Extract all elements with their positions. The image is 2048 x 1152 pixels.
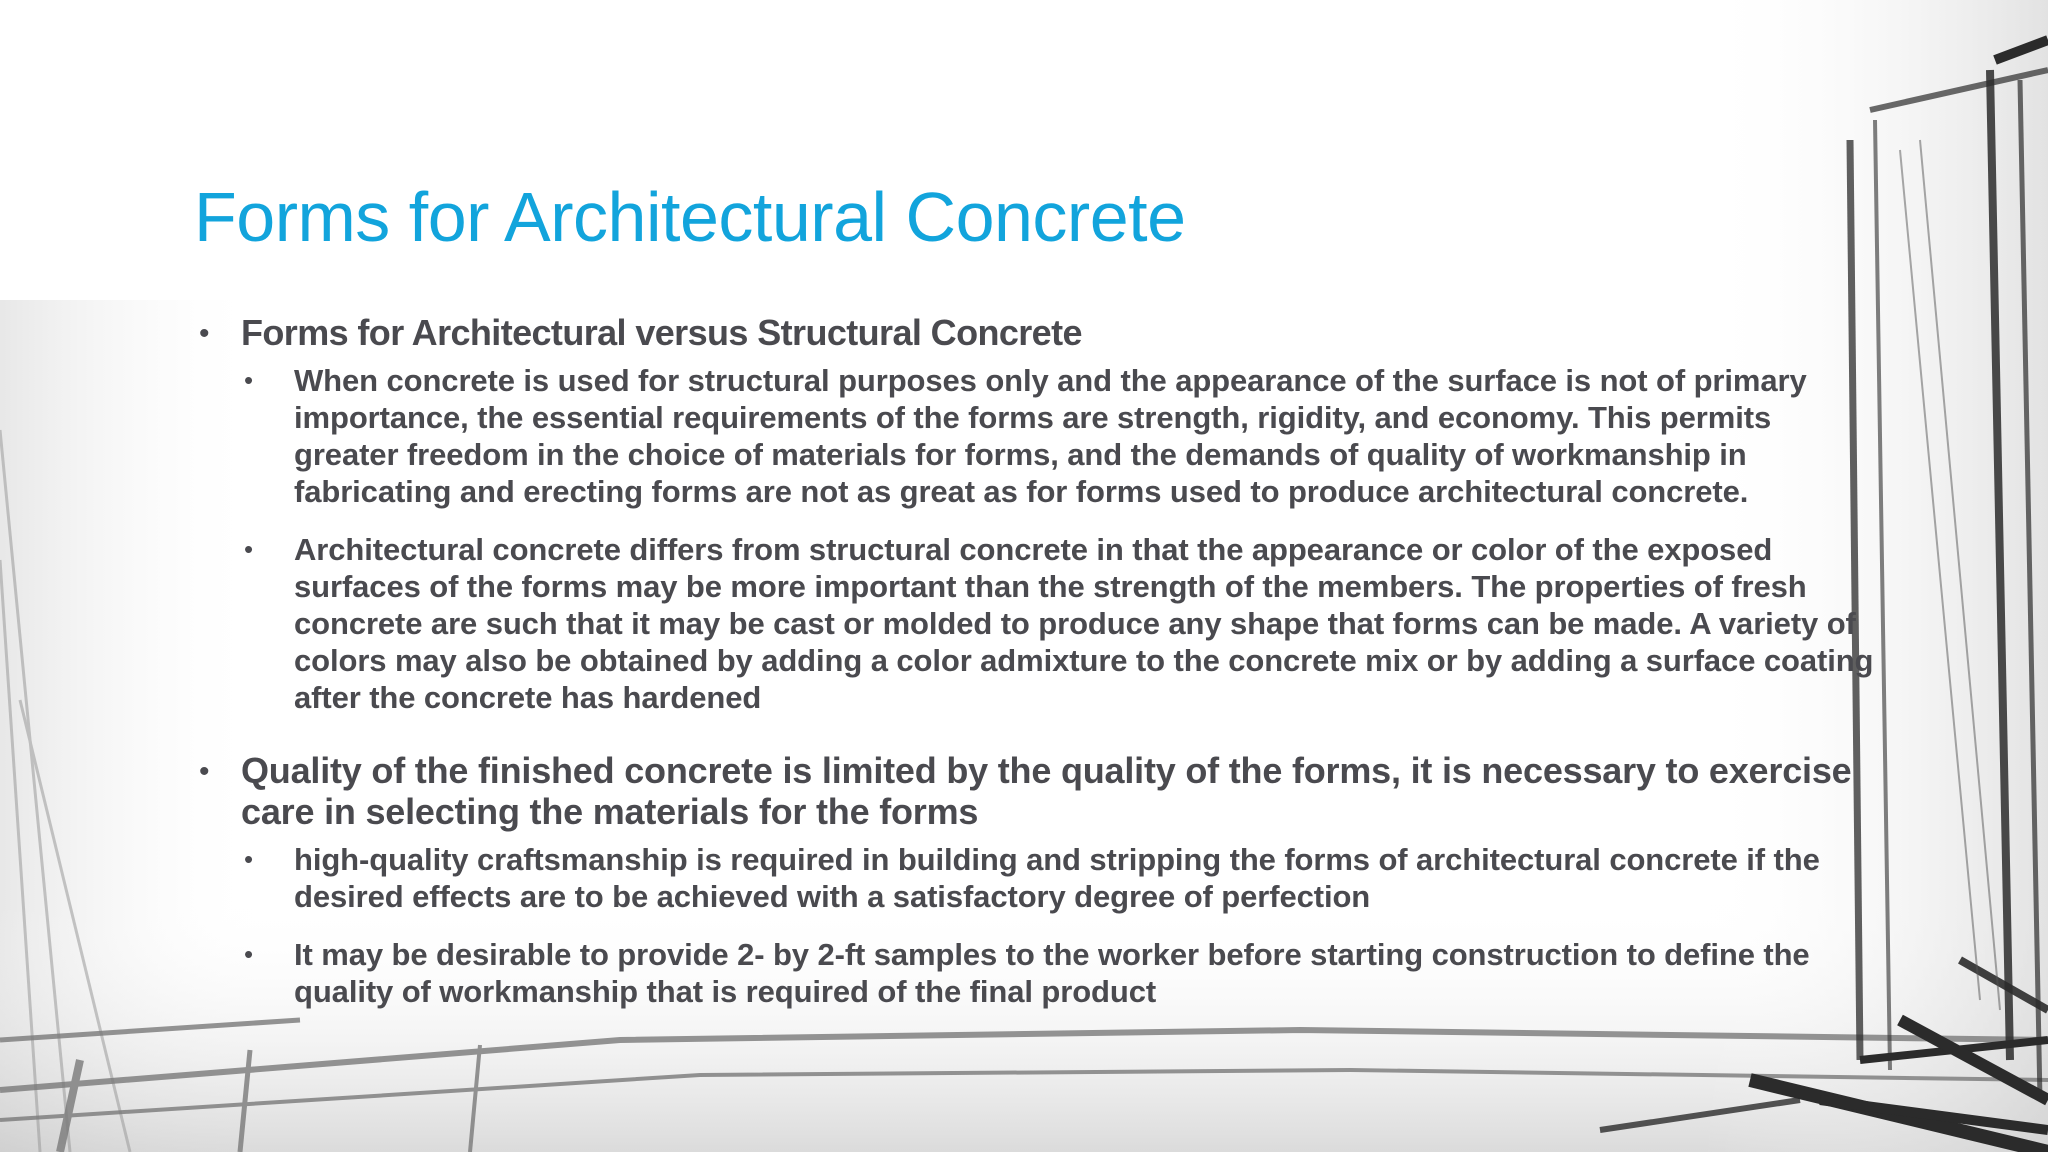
sub-bullet-item xyxy=(241,362,1874,510)
bullet-list xyxy=(194,308,1874,1010)
bullet-dot-icon: • xyxy=(199,317,210,350)
sub-bullet-list xyxy=(241,362,1874,716)
bullet-item xyxy=(194,308,1874,716)
bullet-dot-icon: • xyxy=(199,755,210,788)
sub-bullet-text: When concrete is used for structural purposes only and the appearance of the surface is not of primary importance, the essential requirements of the forms are strength, rigidity, and economy. This permits greater freedom in the choice of materials for forms, and the demands of quality of workmanship in fabricating and erecting forms are not as great as for forms used to produce architectural concrete. xyxy=(294,363,1807,509)
sub-bullet-list xyxy=(241,841,1874,1010)
bullet-text: Forms for Architectural versus Structural Concrete xyxy=(241,312,1082,353)
bullet-text: Quality of the finished concrete is limited by the quality of the forms, it is necessary to exercise care in selecting the materials for the forms xyxy=(241,750,1852,832)
bullet-dot-icon: • xyxy=(244,844,254,874)
sub-bullet-item xyxy=(241,841,1874,915)
sub-bullet-item xyxy=(241,936,1874,1010)
bullet-dot-icon: • xyxy=(244,939,254,969)
sub-bullet-item xyxy=(241,531,1874,716)
bullet-dot-icon: • xyxy=(244,365,254,395)
bullet-item xyxy=(194,746,1874,1010)
sub-bullet-text: Architectural concrete differs from structural concrete in that the appearance or color of the exposed surfaces of the forms may be more important than the strength of the members. The properties of fresh concrete are such that it may be cast or molded to produce any shape that forms can be made. A variety of colors may also be obtained by adding a color admixture to the concrete mix or by adding a surface coating after the concrete has hardened xyxy=(294,532,1874,715)
slide-title: Forms for Architectural Concrete xyxy=(194,178,1186,256)
sub-bullet-text: It may be desirable to provide 2- by 2-ft samples to the worker before starting construction to define the quality of workmanship that is required of the final product xyxy=(294,937,1810,1009)
sub-bullet-text: high-quality craftsmanship is required in building and stripping the forms of architectural concrete if the desired effects are to be achieved with a satisfactory degree of perfection xyxy=(294,842,1820,914)
bullet-dot-icon: • xyxy=(244,534,254,564)
slide-content xyxy=(194,308,1874,1010)
